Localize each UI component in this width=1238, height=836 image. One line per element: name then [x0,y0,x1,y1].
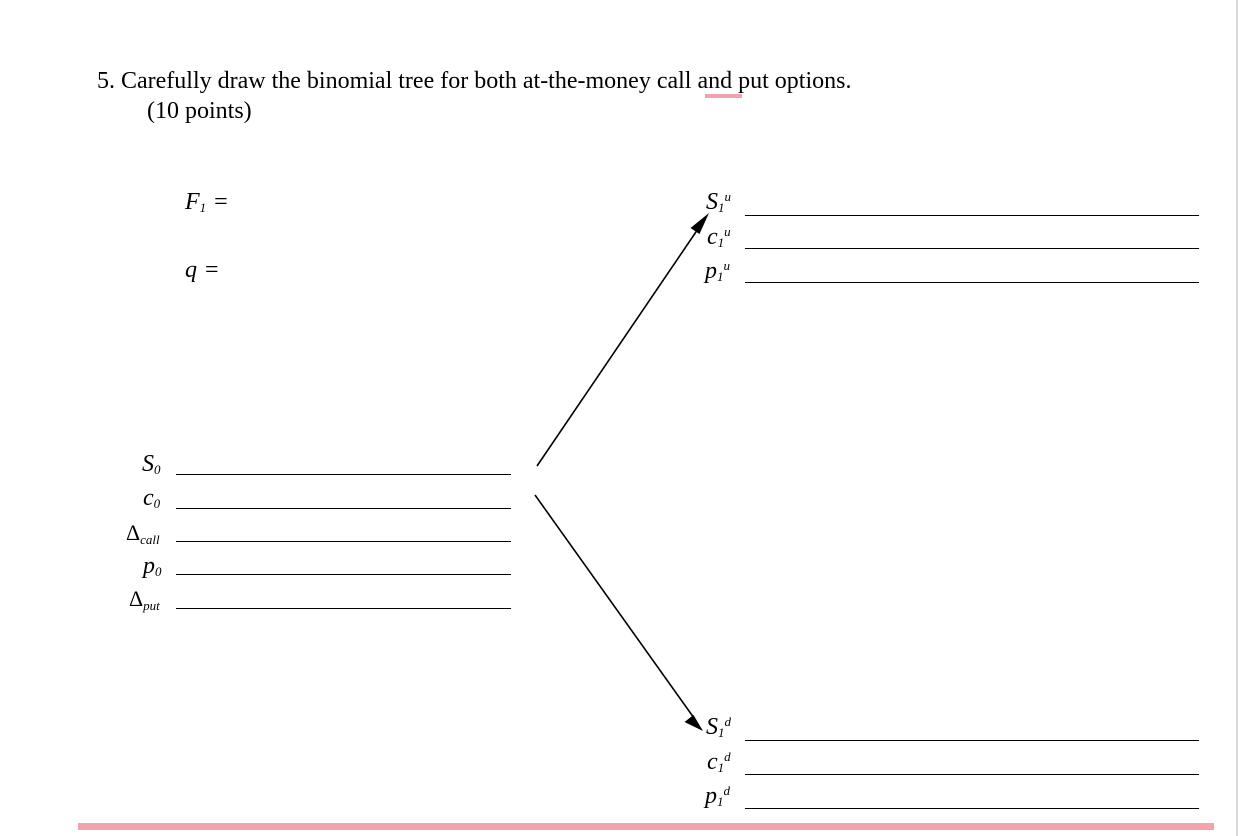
page-bottom-bar [78,823,1214,830]
q-label: q = [185,257,219,283]
question-line-1: 5. Carefully draw the binomial tree for both at-the-money call and put options. [97,68,852,94]
down-branch-line [535,495,694,718]
s0-label: $S_0$ [142,451,161,477]
c0-label: $c_0$ [143,485,161,511]
up-branch-line [537,226,700,466]
p1u-label: $p_1^u$ [705,258,730,284]
p0-label: $p_0$ [143,553,162,579]
f1-label: $F_1$ = [185,189,228,215]
c1d-label: $c_1^d$ [707,749,731,775]
question-points: (10 points) [147,98,252,124]
p1d-label: $p_1^d$ [705,783,730,809]
delta-put-label: $\Delta_{put}$ [129,586,160,613]
delta-call-label: $\Delta_{call}$ [126,520,160,547]
s1u-label: $S_1^u$ [706,189,731,215]
c1u-label: $c_1^u$ [707,224,731,250]
down-arrow-head [685,715,704,731]
s1d-label: $S_1^d$ [706,714,731,740]
up-arrow-head [691,213,710,234]
